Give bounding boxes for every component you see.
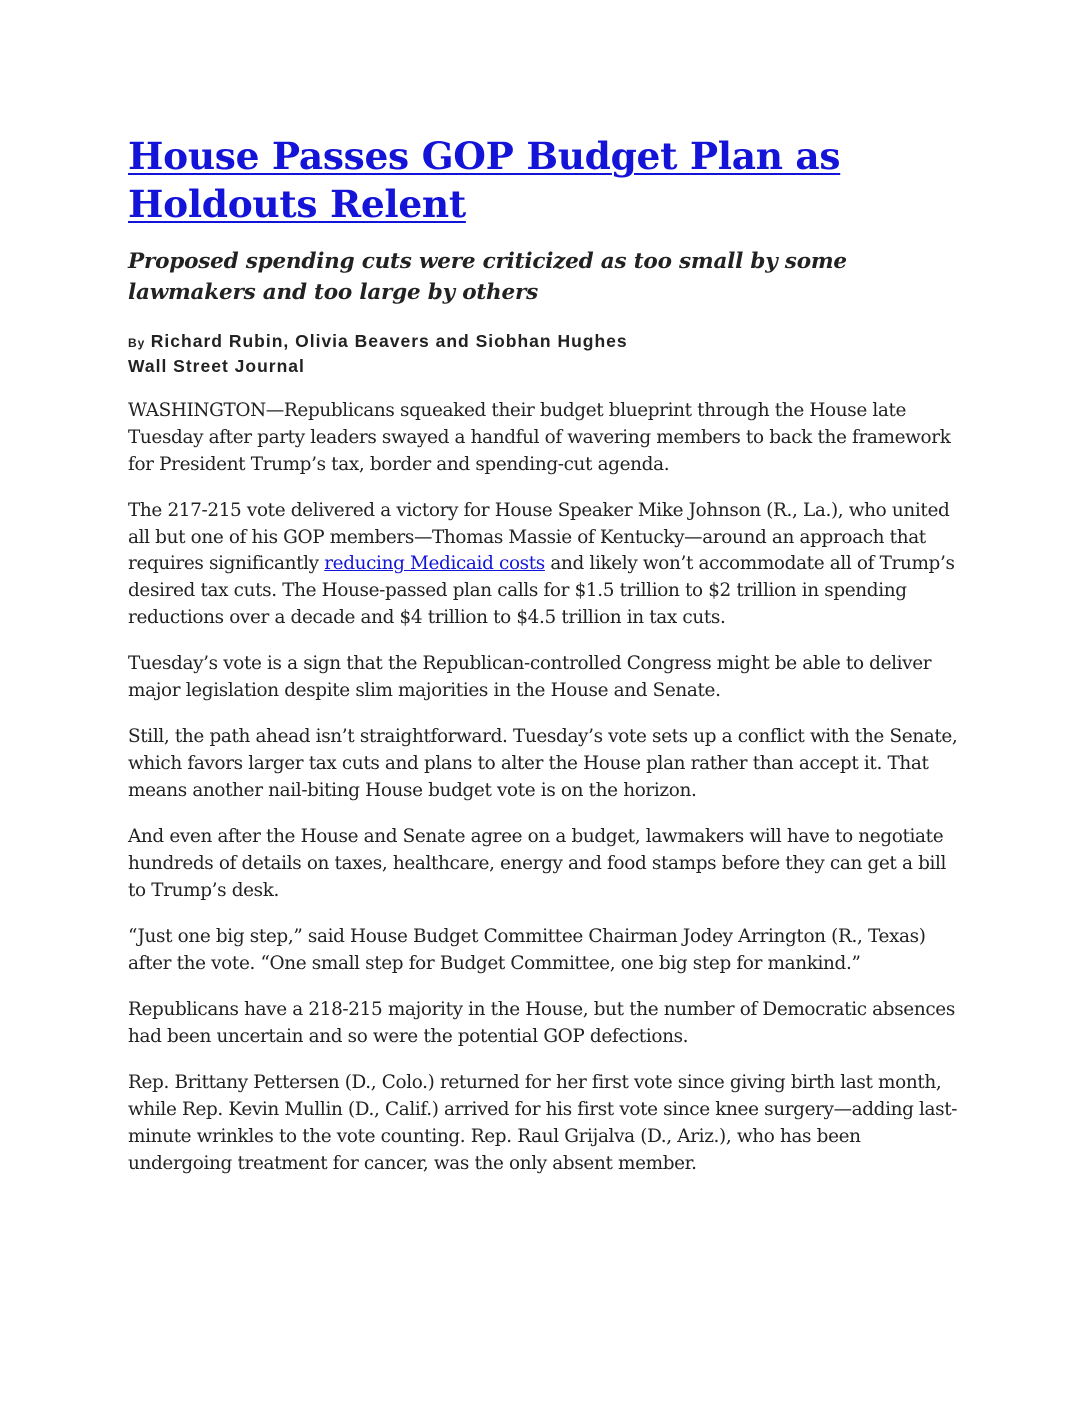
byline [128, 330, 960, 378]
paragraph-text: The 217-215 vote delivered a victory for House Speaker Mike Johnson (R., La.), who united all but one of his GOP members—Thomas Massie of Kentucky—around an approach that requires significantly [128, 499, 950, 575]
byline-outlet: Wall Street Journal [128, 356, 305, 376]
paragraph-text: and likely won’t accommodate all of Trump’s desired tax cuts. The House-passed plan calls for $1.5 trillion to $2 trillion in spending reductions over a decade and $4 trillion to $4.5 trillion in tax cuts. [128, 553, 955, 629]
subhead: Proposed spending cuts were criticized as too small by some lawmakers and too large by others [128, 249, 847, 305]
article-body [128, 398, 960, 1178]
paragraph: Still, the path ahead isn’t straightforward. Tuesday’s vote sets up a conflict with the Senate, which favors larger tax cuts and plans to alter the House plan rather than accept it. That means another nail-biting House budget vote is on the horizon. [128, 726, 958, 802]
byline-prefix: By [128, 336, 146, 350]
byline-authors: Richard Rubin, Olivia Beavers and Siobhan Hughes [150, 331, 628, 351]
paragraph [128, 498, 960, 632]
paragraph: Rep. Brittany Pettersen (D., Colo.) returned for her first vote since giving birth last month, while Rep. Kevin Mullin (D., Calif.) arrived for his first vote since knee surgery—adding last-minute wrinkles to the vote counting. Rep. Raul Grijalva (D., Ariz.), who has been undergoing treatment for cancer, was the only absent member. [128, 1072, 958, 1174]
paragraph: WASHINGTON—Republicans squeaked their budget blueprint through the House late Tuesday after party leaders swayed a handful of wavering members to back the framework for President Trump’s tax, border and spending-cut agenda. [128, 400, 951, 475]
medicaid-costs-link[interactable]: reducing Medicaid costs [324, 553, 545, 575]
headline-link[interactable]: House Passes GOP Budget Plan as Holdouts Relent [128, 134, 841, 226]
paragraph: “Just one big step,” said House Budget Committee Chairman Jodey Arrington (R., Texas) after the vote. “One small step for Budget Committee, one big step for mankind.” [128, 926, 926, 975]
paragraph: Republicans have a 218-215 majority in the House, but the number of Democratic absences had been uncertain and so were the potential GOP defections. [128, 999, 955, 1048]
article-page [128, 132, 960, 1197]
paragraph: Tuesday’s vote is a sign that the Republican-controlled Congress might be able to deliver major legislation despite slim majorities in the House and Senate. [128, 653, 932, 702]
paragraph: And even after the House and Senate agree on a budget, lawmakers will have to negotiate hundreds of details on taxes, healthcare, energy and food stamps before they can get a bill to Trump’s desk. [128, 826, 947, 901]
